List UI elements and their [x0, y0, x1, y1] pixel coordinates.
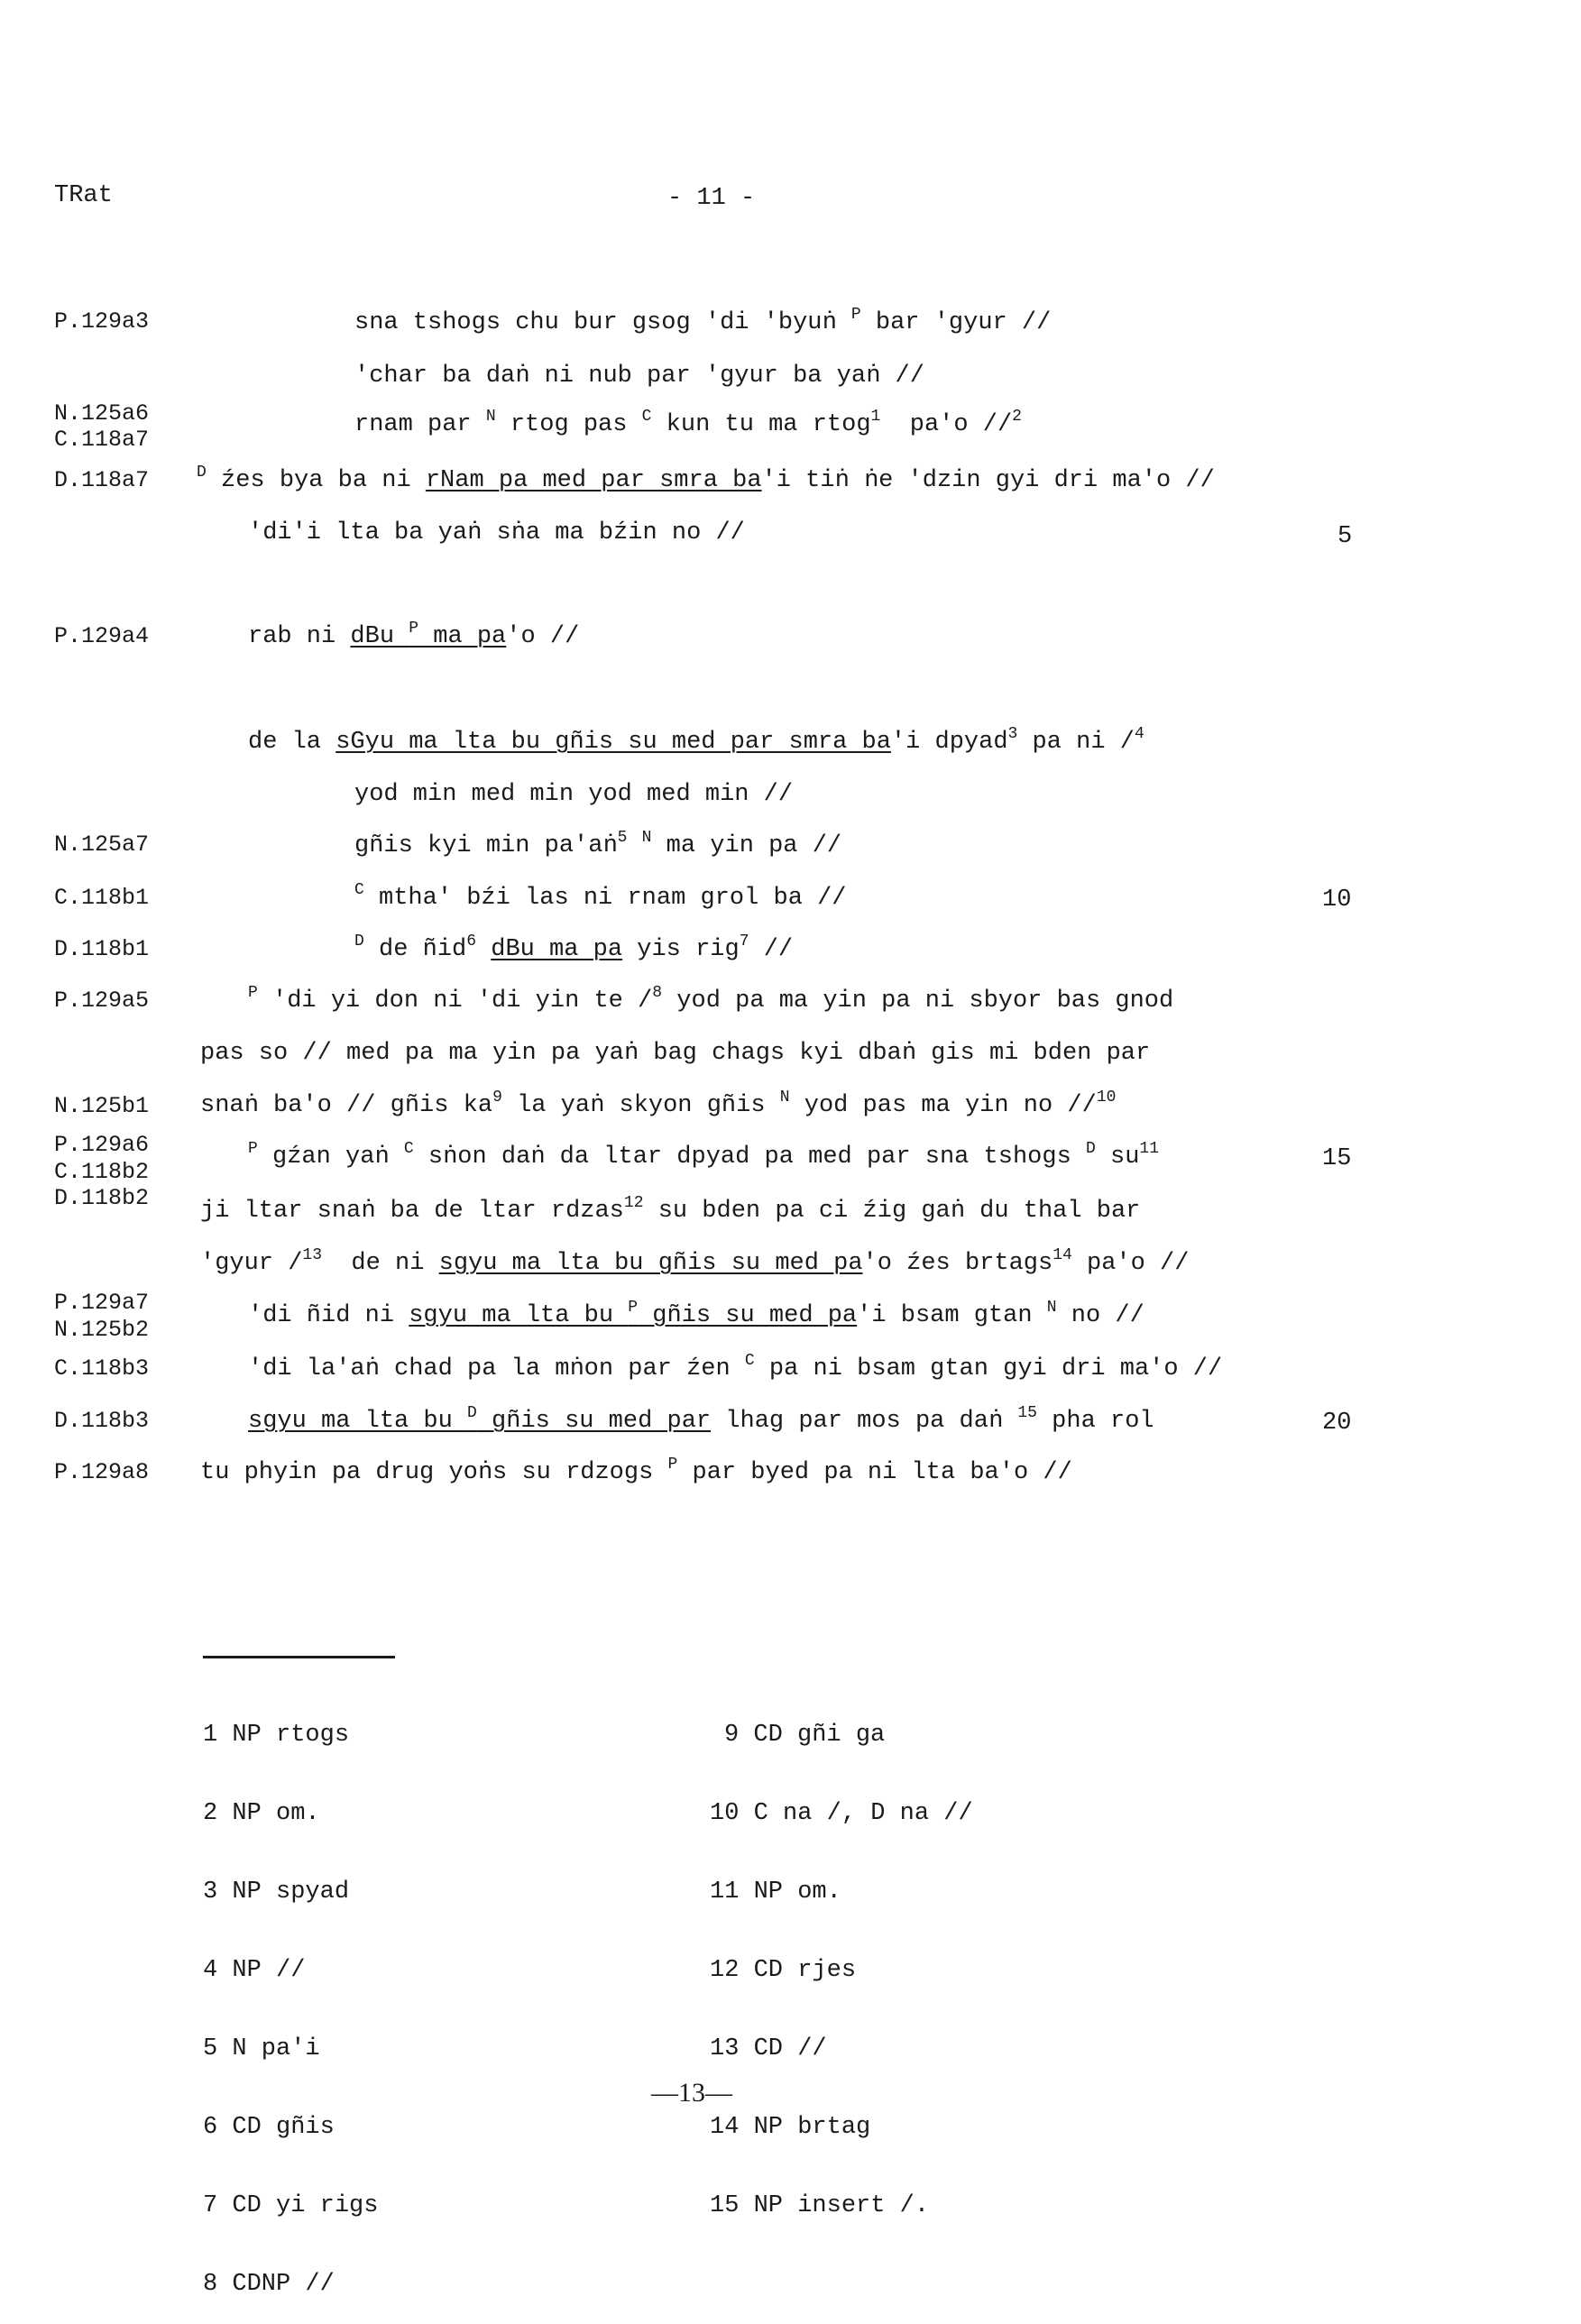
text-line-17: 'gyur /$^{13}$ de ni sgyu ma lta bu gñis su med pa'o źes brtags$^{14}$ pa'o // [200, 1246, 1190, 1277]
text-line-5: 'di'i lta ba yaṅ sṅa ma bźin no // [248, 519, 745, 547]
text-line-13: pas so // med pa ma yin pa yaṅ bag chags kyi dbaṅ gis mi bden par [200, 1040, 1151, 1067]
footnote: 11 NP om. [710, 1878, 841, 1906]
footnote: 15 NP insert /. [710, 2192, 930, 2219]
siglum: C.118a7 [54, 427, 150, 453]
text-line-3: rnam par $^N$ rtog pas $^C$ kun tu ma rtog$^1$ pa'o //$^2$ [354, 408, 1022, 438]
siglum: P.129a8 [54, 1459, 150, 1485]
text-line-18: 'di ñid ni sgyu ma lta bu $^P$ gñis su med pa'i bsam gtan $^N$ no // [248, 1299, 1144, 1329]
footnote: 8 CDNP // [203, 2271, 335, 2298]
siglum: N.125b2 [54, 1317, 150, 1343]
text-line-11: $^D$ de ñid$^6$ dBu ma pa yis rig$^7$ // [354, 932, 794, 963]
siglum: D.118a7 [54, 467, 150, 493]
siglum: D.118b2 [54, 1185, 150, 1211]
line-number: 10 [1322, 886, 1352, 914]
footnotes-right [710, 1670, 973, 2246]
siglum: N.125b1 [54, 1093, 150, 1119]
text-line-14: snaṅ ba'o // gñis $ka^9$ la yaṅ skyon gñis $^N$ yod pas ma yin no //$^{10}$ [200, 1089, 1117, 1119]
siglum: P.129a6 [54, 1132, 150, 1158]
running-title: TRat [54, 182, 113, 209]
footnotes-left [203, 1670, 378, 2324]
text-line-4: $^D$ źes bya ba ni rNam pa med par smra ba'i tiṅ ṅe 'dzin gyi dri ma'o // [197, 464, 1215, 494]
text-line-2: 'char ba daṅ ni nub par 'gyur ba yaṅ // [354, 363, 924, 390]
footnote: 10 C na /, D na // [710, 1800, 973, 1827]
siglum: P.129a7 [54, 1290, 150, 1316]
line-number: 5 [1337, 523, 1353, 550]
footnote: 13 CD // [710, 2035, 827, 2062]
text-line-10: $^C$ mtha' bźi las ni rnam grol ba // [354, 881, 847, 912]
footnote: 9 CD gñi ga [724, 1722, 886, 1749]
text-line-19: 'di la'aṅ chad pa la mṅon par źen $^C$ pa ni bsam gtan gyi dri ma'o // [248, 1352, 1223, 1382]
text-line-15: $^P$ gźan yaṅ $^C$ sṅon daṅ da ltar dpyad pa med par sna tshogs $^D$ $su^{11}$ [248, 1140, 1160, 1171]
footnote: 12 CD rjes [710, 1957, 857, 1984]
footnote: 14 NP brtag [710, 2114, 871, 2141]
footnote: 7 CD yi rigs [203, 2192, 379, 2219]
siglum: P.129a3 [54, 308, 150, 335]
text-line-20: sgyu ma lta bu $^D$ gñis su med par lhag par mos pa daṅ $^{15}$ pha rol [248, 1404, 1154, 1435]
line-number: 20 [1322, 1410, 1352, 1437]
page-number: —13— [651, 2078, 732, 2108]
siglum: C.118b2 [54, 1159, 150, 1185]
line-number: 15 [1322, 1145, 1352, 1172]
siglum: C.118b1 [54, 885, 150, 911]
text-line-21: tu phyin pa drug yoṅs su rdzogs $^P$ par byed pa ni lta ba'o // [200, 1456, 1072, 1486]
footnote-rule [203, 1656, 395, 1658]
footnote: 3 NP spyad [203, 1878, 350, 1906]
siglum: N.125a7 [54, 831, 150, 858]
siglum: N.125a6 [54, 400, 150, 427]
footnote: 4 NP // [203, 1957, 306, 1984]
siglum: D.118b3 [54, 1408, 150, 1434]
footnote: 2 NP om. [203, 1800, 320, 1827]
text-line-9: gñis kyi min pa'aṅ$^5$ $^N$ ma yin pa // [354, 829, 842, 859]
text-line-16: ji ltar snaṅ ba de ltar rdzas$^{12}$ su bden pa ci źig gaṅ du thal bar [200, 1194, 1141, 1225]
siglum: C.118b3 [54, 1355, 150, 1382]
page-marker: - 11 - [667, 185, 756, 212]
text-line-6: rab ni dBu $^P$ ma pa'o // [248, 620, 580, 650]
siglum: P.129a5 [54, 987, 150, 1014]
footnote: 6 CD gñis [203, 2114, 335, 2141]
text-line-8: yod min med min yod med min // [354, 781, 794, 808]
text-line-12: $^P$ 'di yi don ni 'di yin te /$^8$ yod pa ma yin pa ni sbyor bas gnod [248, 984, 1174, 1015]
text-line-1: sna tshogs chu bur gsog 'di 'byuṅ $^P$ bar 'gyur // [354, 306, 1052, 336]
footnote: 1 NP rtogs [203, 1722, 350, 1749]
footnote: 5 N pa'i [203, 2035, 320, 2062]
text-line-7: de la sGyu ma lta bu gñis su med par smra ba'i dpyad$^3$ pa ni /$^4$ [248, 725, 1144, 756]
siglum: D.118b1 [54, 936, 150, 962]
siglum: P.129a4 [54, 623, 150, 649]
